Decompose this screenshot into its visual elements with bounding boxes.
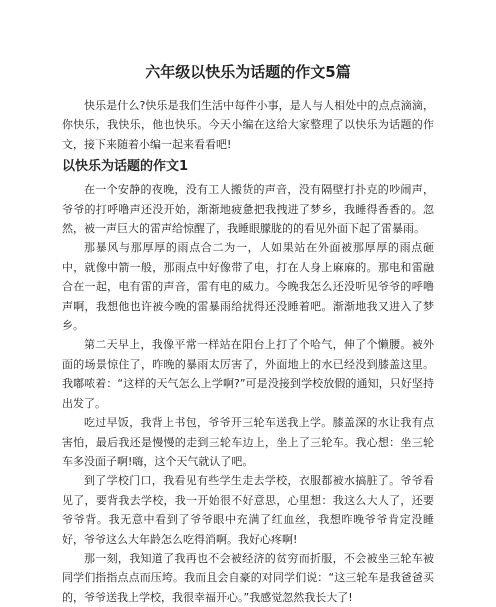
body-paragraph-6: 那一刻，我知道了我再也不会被经济的贫穷而折服，不会被坐三轮车被同学们指指点点而压垮。我而且会自豪的对同学们说：“这三轮车是我爸爸买的，爷爷送我上学校，我很幸福开心。”我感觉忽然我长大了! <box>62 551 434 604</box>
body-paragraph-5: 到了学校门口，我看见有些学生走去学校，衣服都被水搞脏了。爷爷看见了，要背我去学校，我一开始很不好意思，心里想：我这么大人了，还要爷爷背。我无意中看到了爷爷眼中充满了红血丝，我想昨晚爷爷肯定没睡好，爷爷这么大年龄怎么吃得消啊。我好心疼啊! <box>62 474 434 546</box>
body-paragraph-3: 第二天早上，我像平常一样站在阳台上打了个哈气，伸了个懒腰。被外面的场景惊住了，昨晚的暴雨太厉害了，外面地上的水已经没到膝盖这里。我嘟哝着：“这样的天气怎么上学啊?”可是没接到学校放假的通知，只好坚持出发了。 <box>62 338 434 410</box>
intro-paragraph: 快乐是什么?快乐是我们生活中每件小事，是人与人相处中的点点滴滴，你快乐，我快乐，他也快乐。今天小编在这给大家整理了以快乐为话题的作文，接下来随着小编一起来看看吧! <box>62 99 434 151</box>
body-paragraph-4: 吃过早饭，我背上书包，爷爷开三轮车送我上学。膝盖深的水让我有点害怕，最后我还是慢慢的走到三轮车边上，坐上了三轮车。我心想：坐三轮车多没面子啊!嗨，这个天气就认了吧。 <box>62 416 434 468</box>
body-paragraph-2: 那暴风与那厚厚的雨点合二为一，人如果站在外面被那厚厚的雨点砸中，就像中箭一般，那雨点中好像带了电，打在人身上麻麻的。那电和雷融合在一起，电有雷的声音，雷有电的威力。今晚我怎么还没听见爷爷的呼噜声啊，我想他也许被今晚的雷暴雨给扰得还没睡着吧。渐渐地我又进入了梦乡。 <box>62 241 434 333</box>
section-heading: 以快乐为话题的作文1 <box>62 159 189 175</box>
document-title: 六年级以快乐为话题的作文5篇 <box>145 63 351 81</box>
document-body <box>62 96 434 607</box>
body-paragraph-1: 在一个安静的夜晚，没有工人搬货的声音，没有隔壁打扑克的吵闹声，爷爷的打呼噜声还没开始，渐渐地疲惫把我拽进了梦乡，我睡得香香的。忽然，被一声巨大的雷声给惊醒了，我睡眼朦胧的的看见外面下起了雷暴雨。 <box>62 183 434 236</box>
